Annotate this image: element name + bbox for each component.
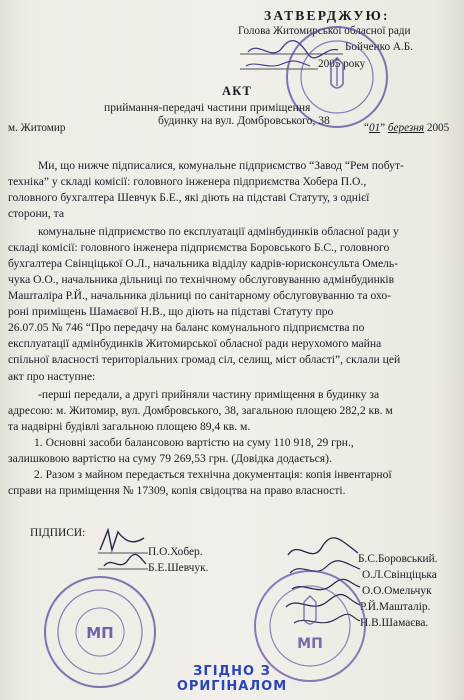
left-seal-label: МП xyxy=(86,624,114,642)
body-line: роні приміщень Шамаєвої Н.В., що діють на підставі Статуту про xyxy=(8,305,334,318)
signature-name: О.Л.Свінціцька xyxy=(362,569,437,581)
body-line: 26.07.05 № 746 “Про передачу на баланс комунального підприємства по xyxy=(8,321,365,334)
body-line: та надвірні будівлі загальною площею 89,4 кв. м. xyxy=(8,420,251,433)
body-line: головного бухгалтера Шевчук Б.Е., які діють на підставі Статуту, з однієї xyxy=(8,191,370,204)
signature-name: Р.Й.Машталір. xyxy=(360,601,431,613)
signature-name: Б.Е.Шевчук. xyxy=(148,562,209,574)
body-line: 2. Разом з майном передається технічна документація: копія інвентарної xyxy=(34,468,392,481)
body-line: справи на приміщення № 17309, копія свідоцтва на право власності. xyxy=(8,484,346,497)
signature-name: О.О.Омельчук xyxy=(362,585,432,597)
date-month: березня xyxy=(387,122,425,134)
act-date: “01” березня 2005 xyxy=(364,122,450,134)
certification-stamp-line1: ЗГІДНО З xyxy=(193,664,271,679)
right-seal-label: МП xyxy=(297,636,323,652)
approval-name: Бойченко А.Б. xyxy=(345,41,413,53)
approval-date: 2005 року xyxy=(318,58,366,70)
body-line: спільної власності територіальних громад сіл, селищ, міст області”, склали цей xyxy=(8,353,401,366)
body-line: сторони, та xyxy=(8,207,65,220)
signature-name: П.О.Хобер. xyxy=(148,546,203,558)
approval-position: Голова Житомирської обласної ради xyxy=(238,25,411,37)
body-line: експлуатації адмінбудинків Житомирської обласної ради нерухомого майна xyxy=(8,337,382,350)
body-line: складі комісії: головного інженера підприємства Боровського Б.С., головного xyxy=(8,241,390,254)
act-subtitle-line2: будинку на вул. Домбровського, 38 xyxy=(158,114,330,127)
body-line: залишковою вартістю на суму 79 269,53 грн. (Довідка додається). xyxy=(8,452,332,465)
certification-stamp-line2: ОРИГІНАЛОМ xyxy=(176,679,288,694)
date-year: 2005 xyxy=(426,122,450,134)
body-line: 1. Основні засоби балансовою вартістю на суму 110 918, 29 грн., xyxy=(34,436,354,449)
signatures-heading: ПІДПИСИ: xyxy=(30,527,86,539)
date-day: 01 xyxy=(368,122,381,134)
body-line: бухгалтера Свінціцької О.Л., начальника відділу кадрів-юрисконсульта Омель- xyxy=(8,257,399,270)
left-company-seal xyxy=(40,572,160,692)
city: м. Житомир xyxy=(8,122,66,134)
left-signature-scribbles xyxy=(78,520,150,580)
body-line: Машталіра Р.Й., начальника дільниці по санітарному обслуговуванню та охо- xyxy=(8,289,392,302)
body-line: чука О.О., начальника дільниці по технічному обслуговуванню адмінбудинків xyxy=(8,273,395,286)
body-line: адресою: м. Житомир, вул. Домбровського, 38, загальною площею 282,2 кв. м xyxy=(8,404,393,417)
signature-name: Н.В.Шамаєва. xyxy=(360,617,429,629)
body-line: -перші передали, а другі прийняли частину приміщення в будинку за xyxy=(38,388,380,401)
act-subtitle-line1: приймання-передачі частини приміщення xyxy=(104,101,311,114)
body-line: Ми, що нижче підписалися, комунальне підприємство “Завод “Рем побут- xyxy=(38,159,404,172)
approval-title: ЗАТВЕРДЖУЮ: xyxy=(264,8,390,23)
body-line: техніка” у складі комісії: головного інженера підприємства Хобера П.О., xyxy=(8,175,367,188)
act-title: АКТ xyxy=(222,84,253,98)
body-line: комунальне підприємство по експлуатації адмінбудинків обласної ради у xyxy=(38,225,399,238)
signature-name: Б.С.Боровський. xyxy=(358,553,438,565)
body-line: акт про наступне: xyxy=(8,370,96,383)
certification-stamp xyxy=(162,664,302,694)
